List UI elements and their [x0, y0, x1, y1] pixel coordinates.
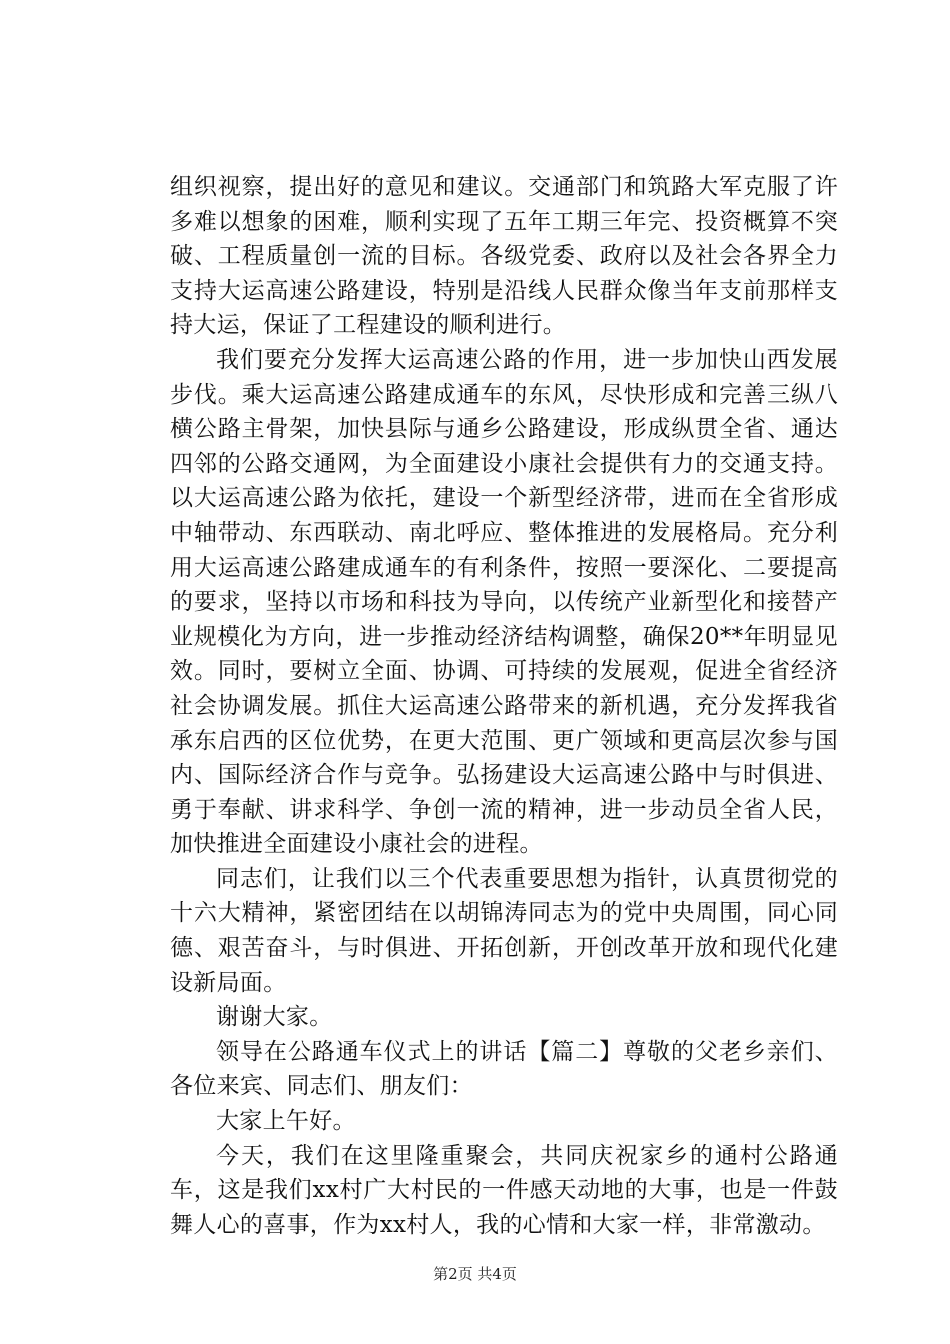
paragraph: 我们要充分发挥大运高速公路的作用，进一步加快山西发展步伐。乘大运高速公路建成通车的东风，尽快形成和完善三纵八横公路主骨架，加快县际与通乡公路建设，形成纵贯全省、通达四邻的公路交通网，为全面建设小康社会提供有力的交通支持。以大运高速公路为依托，建设一个新型经济带，进而在全省形成中轴带动、东西联动、南北呼应、整体推进的发展格局。充分利用大运高速公路建成通车的有利条件，按照一要深化、二要提高的要求，坚持以市场和科技为导向，以传统产业新型化和接替产业规模化为方向，进一步推动经济结构调整，确保20**年明显见效。同时，要树立全面、协调、可持续的发展观，促进全省经济社会协调发展。抓住大运高速公路带来的新机遇，充分发挥我省承东启西的区位优势，在更大范围、更广领域和更高层次参与国内、国际经济合作与竞争。弘扬建设大运高速公路中与时俱进、勇于奉献、讲求科学、争创一流的精神，进一步动员全省人民，加快推进全面建设小康社会的进程。: [170, 346, 838, 858]
document-body: [170, 170, 838, 1242]
paragraph: 领导在公路通车仪式上的讲话【篇二】尊敬的父老乡亲们、各位来宾、同志们、朋友们：: [170, 1038, 838, 1100]
paragraph: 组织视察，提出好的意见和建议。交通部门和筑路大军克服了许多难以想象的困难，顺利实现了五年工期三年完、投资概算不突破、工程质量创一流的目标。各级党委、政府以及社会各界全力支持大运高速公路建设，特别是沿线人民群众像当年支前那样支持大运，保证了工程建设的顺利进行。: [170, 174, 838, 339]
page-footer: [0, 1264, 950, 1284]
paragraph: 大家上午好。: [216, 1108, 356, 1135]
paragraph: 谢谢大家。: [216, 1004, 333, 1031]
paragraph: 同志们，让我们以三个代表重要思想为指针，认真贯彻党的十六大精神，紧密团结在以胡锦涛同志为的党中央周围，同心同德、艰苦奋斗，与时俱进、开拓创新，开创改革开放和现代化建设新局面。: [170, 865, 838, 996]
page-number-label: 第2页 共4页: [433, 1265, 517, 1283]
paragraph: 今天，我们在这里隆重聚会，共同庆祝家乡的通村公路通车，这是我们xx村广大村民的一件感天动地的大事，也是一件鼓舞人心的喜事，作为xx村人，我的心情和大家一样，非常激动。: [170, 1142, 838, 1238]
